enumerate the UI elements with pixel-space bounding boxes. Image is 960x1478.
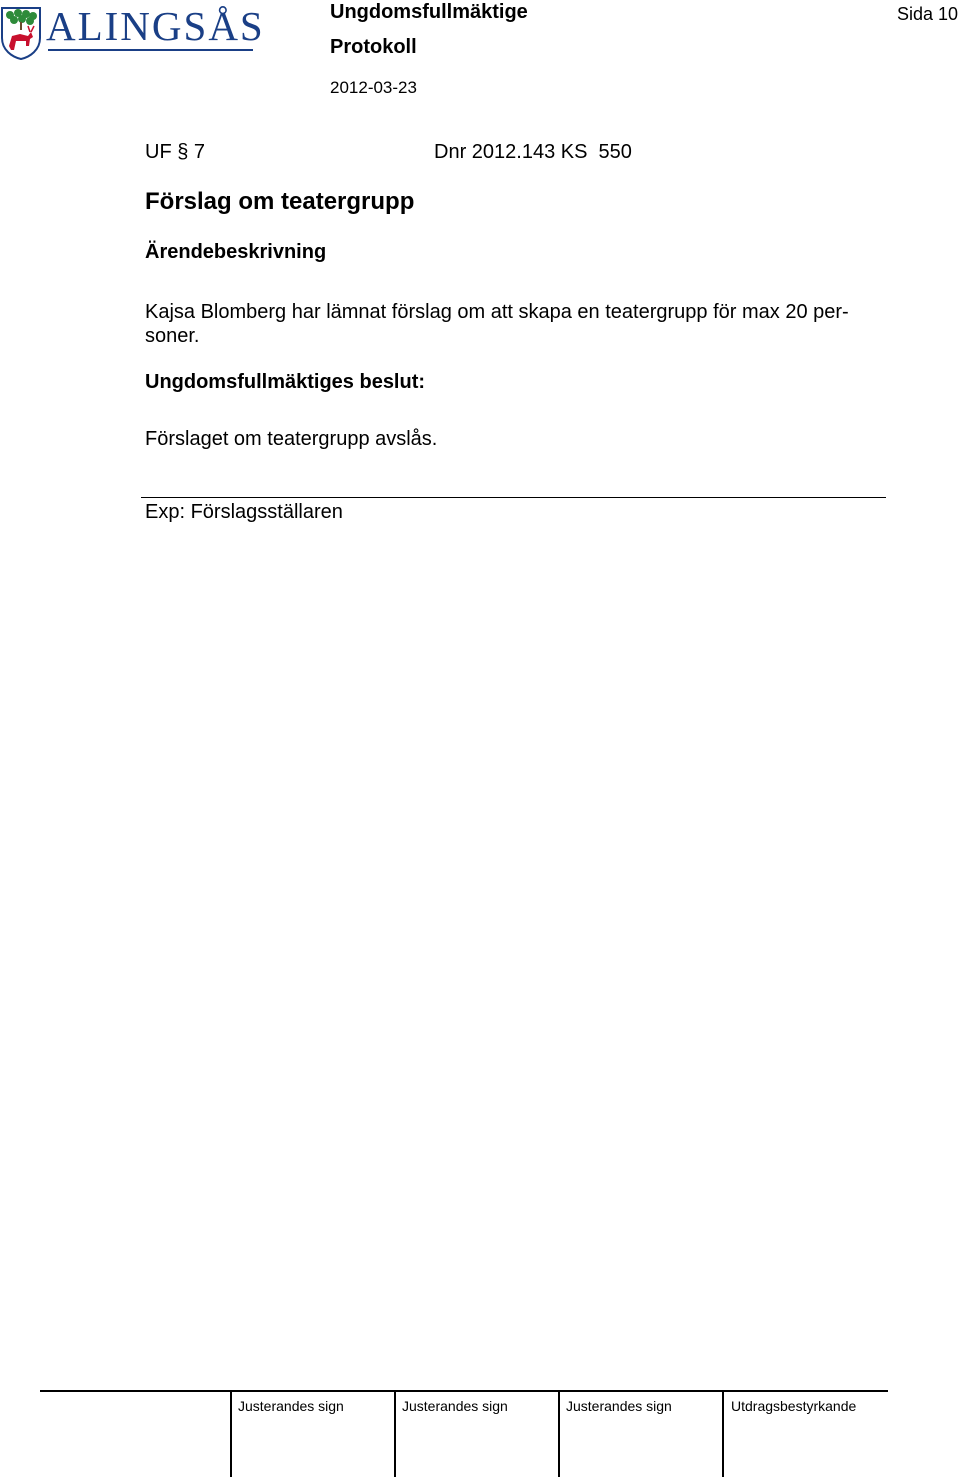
document-organization: Ungdomsfullmäktige <box>330 1 528 23</box>
coat-of-arms-icon <box>0 6 42 60</box>
logo-underline <box>48 49 253 51</box>
paragraph-number: UF § 7 <box>145 141 206 163</box>
page-number: Sida 10 <box>897 4 959 24</box>
footer-rule <box>40 1390 888 1392</box>
footer-sign-label: Justerandes sign <box>238 1398 344 1414</box>
footer-column-divider <box>558 1391 560 1477</box>
description-text: Kajsa Blomberg har lämnat förslag om att skapa en teatergrupp för max 20 per- soner. <box>145 301 849 347</box>
decision-text: Förslaget om teatergrupp avslås. <box>145 428 438 450</box>
footer-column-divider <box>230 1391 232 1477</box>
logo-wordmark: ALINGSÅS <box>46 3 265 49</box>
item-title: Förslag om teatergrupp <box>145 188 415 215</box>
document-type: Protokoll <box>330 36 417 58</box>
distribution-note: Exp: Förslagsställaren <box>145 501 343 523</box>
footer-certification-label: Utdragsbestyrkande <box>731 1398 857 1414</box>
footer-column-divider <box>722 1391 724 1477</box>
section-heading-description: Ärendebeskrivning <box>145 241 327 263</box>
alingsas-logo <box>0 3 265 62</box>
footer-sign-label: Justerandes sign <box>402 1398 508 1414</box>
document-date: 2012-03-23 <box>330 78 417 97</box>
divider <box>141 497 886 498</box>
section-heading-decision: Ungdomsfullmäktiges beslut: <box>145 371 426 393</box>
footer-sign-label: Justerandes sign <box>566 1398 672 1414</box>
footer-column-divider <box>394 1391 396 1477</box>
diary-number: Dnr 2012.143 KS 550 <box>434 141 632 163</box>
